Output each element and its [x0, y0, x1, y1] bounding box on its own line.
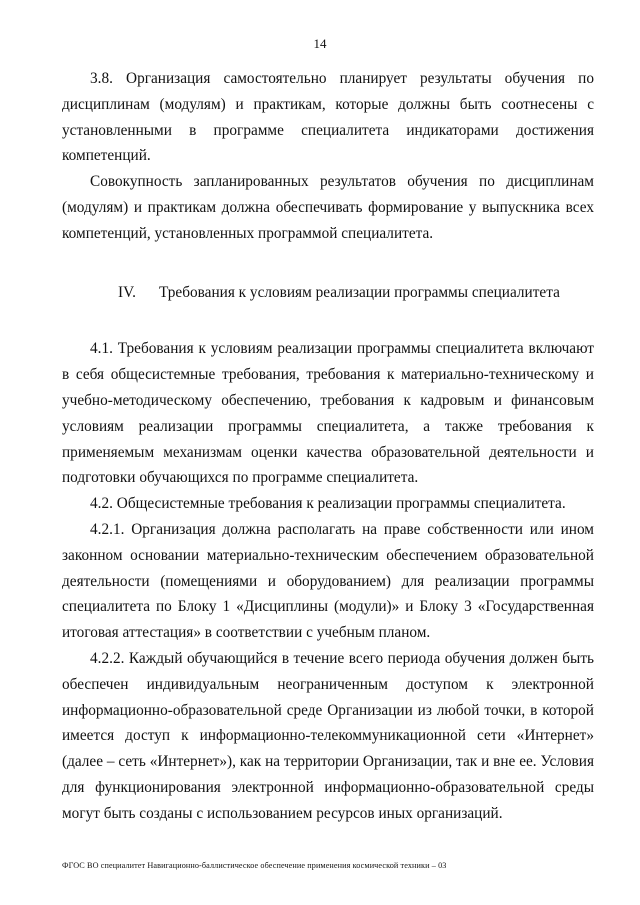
paragraph-4-2-1: 4.2.1. Организация должна располагать на праве собственности или ином законном основании материально-техническим обеспечением образовательной деятельности (помещениями и оборудованием) для реализации программы специалитета по Блоку 1 «Дисциплины (модули)» и Блоку 3 «Государственная итоговая аттестация» в соответствии с учебным планом.	[62, 520, 594, 642]
section-heading	[62, 280, 594, 306]
paragraph-4-1: 4.1. Требования к условиям реализации программы специалитета включают в себя общесистемные требования, требования к материально-техническому и учебно-методическому обеспечению, требования к кадровым и финансовым условиям реализации программы специалитета, а также требования к применяемым механизмам оценки качества образовательной деятельности и подготовки обучающихся по программе специалитета.	[62, 340, 594, 487]
page-footer: ФГОС ВО специалитет Навигационно-баллистическое обеспечение применения космической техники – 03	[62, 861, 447, 870]
section-number: IV.	[118, 283, 136, 301]
paragraph-4-2: 4.2. Общесистемные требования к реализации программы специалитета.	[90, 495, 566, 513]
paragraph-3-8: 3.8. Организация самостоятельно планирует результаты обучения по дисциплинам (модулям) и практикам, которые должны быть соотнесены с установленными в программе специалитета индикаторами достижения компетенций.	[62, 70, 594, 165]
paragraph-competencies: Совокупность запланированных результатов обучения по дисциплинам (модулям) и практикам должна обеспечивать формирование у выпускника всех компетенций, установленных программой специалитета.	[62, 173, 594, 242]
section-title: Требования к условиям реализации программы специалитета	[159, 283, 560, 301]
page-body	[62, 66, 594, 827]
page-number: 14	[313, 36, 327, 51]
paragraph-4-2-2: 4.2.2. Каждый обучающийся в течение всего периода обучения должен быть обеспечен индивидуальным неограниченным доступом к электронной информационно-образовательной среде Организации из любой точки, в которой имеется доступ к информационно-телекоммуникационной сети «Интернет» (далее – сеть «Интернет»), как на территории Организации, так и вне ее. Условия для функционирования электронной информационно-образовательной среды могут быть созданы с использованием ресурсов иных организаций.	[62, 649, 594, 822]
